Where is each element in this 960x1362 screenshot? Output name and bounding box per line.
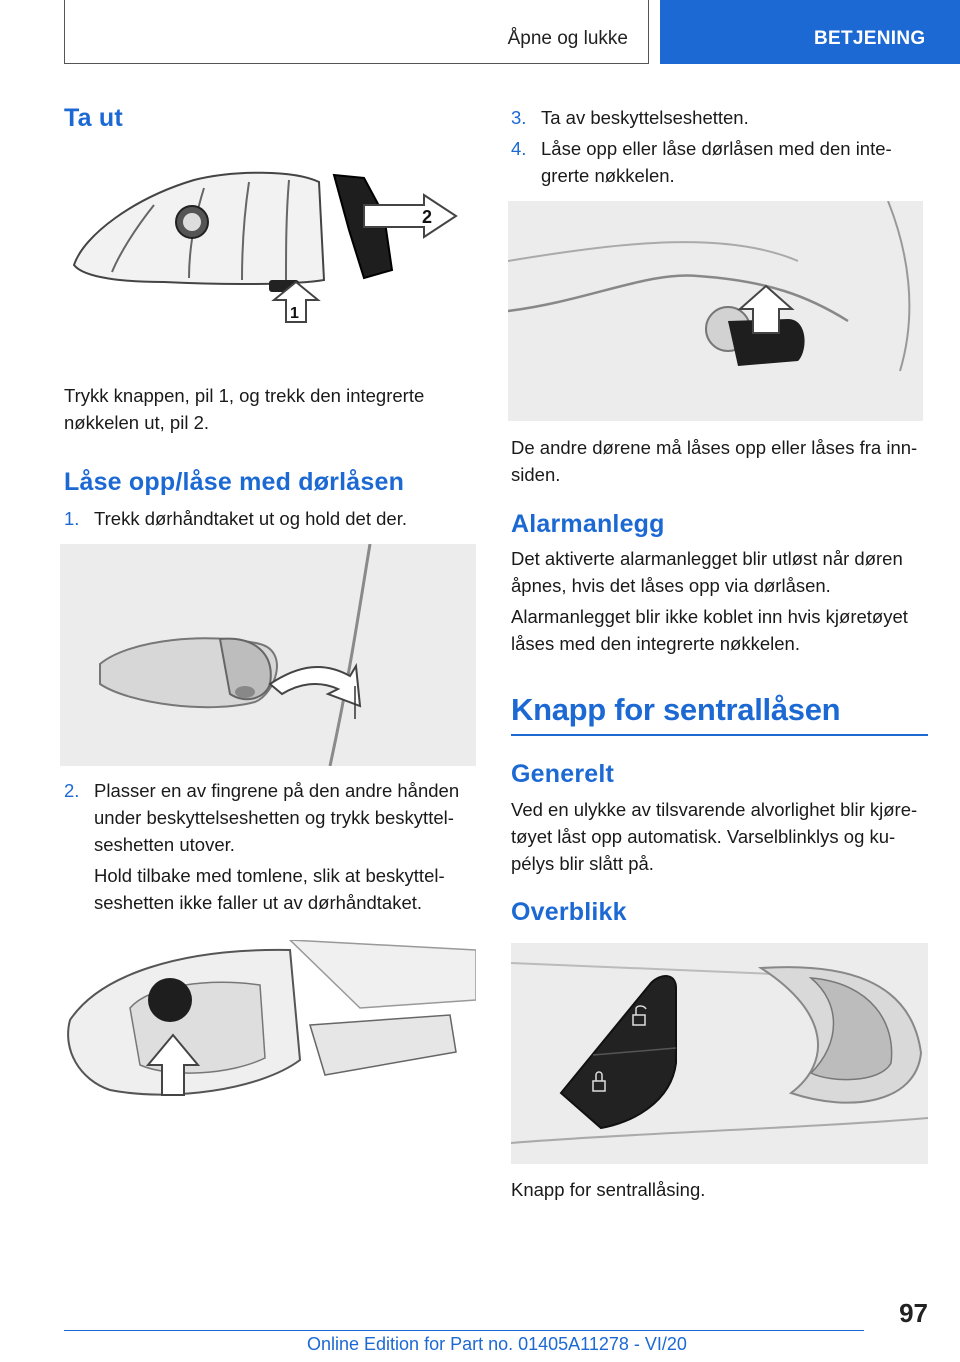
step-3-number: 3.	[511, 107, 527, 128]
arrow-label-2: 2	[422, 207, 433, 227]
chapter-title: BETJENING	[814, 28, 926, 49]
figure-door-handle-pull	[60, 544, 476, 766]
cap-illustration	[60, 940, 476, 1100]
door-lock-illustration	[508, 201, 923, 421]
title-underline	[511, 734, 928, 736]
footer-edition-text: Online Edition for Part no. 01405A11278 - VI/20	[307, 1334, 687, 1354]
heading-lase: Låse opp/låse med dørlåsen	[64, 468, 405, 496]
step-2-number: 2.	[64, 780, 80, 801]
page-number: 97	[899, 1298, 928, 1328]
figure-protective-cap	[60, 940, 476, 1100]
footer-divider	[64, 1330, 864, 1331]
heading-alarmanlegg: Alarmanlegg	[511, 510, 665, 538]
step-1	[64, 505, 476, 535]
key-illustration	[64, 160, 476, 350]
arrow-label-1: 1	[290, 305, 299, 322]
step-1-number: 1.	[64, 508, 80, 529]
alarm-text-2: Alarmanlegget blir ikke koblet inn hvis kjøretøyet låses med den integrerte nøkkelen.	[511, 606, 908, 654]
heading-overblikk: Overblikk	[511, 898, 627, 926]
step-1-text: Trekk dørhåndtaket ut og hold det der.	[94, 508, 407, 529]
step-3-text: Ta av beskyttelseshetten.	[541, 107, 749, 128]
step-4-number: 4.	[511, 138, 527, 159]
central-lock-illustration	[511, 943, 928, 1164]
heading-knapp-sentrallasen: Knapp for sentrallåsen	[511, 692, 841, 727]
heading-ta-ut: Ta ut	[64, 104, 123, 132]
figure-key-removal	[64, 160, 476, 350]
other-doors-text: De andre dørene må låses opp eller låses fra inn‐siden.	[511, 437, 918, 485]
step-2	[64, 777, 476, 859]
figure-caption: Knapp for sentrallåsing.	[511, 1179, 706, 1200]
generelt-text: Ved en ulykke av tilsvarende alvorlighet blir kjøre‐tøyet låst opp automatisk. Varselblinklys og ku‐pélys blir slått på.	[511, 799, 918, 874]
chapter-tab[interactable]	[660, 0, 960, 64]
figure-door-lock-key	[508, 201, 923, 421]
header-section-box	[64, 0, 649, 64]
figure-central-lock-button	[511, 943, 928, 1164]
door-handle-illustration	[60, 544, 476, 766]
section-title: Åpne og lukke	[507, 28, 628, 49]
alarm-text-1: Det aktiverte alarmanlegget blir utløst når døren åpnes, hvis det låses opp via dørlåsen.	[511, 548, 903, 596]
ta-ut-text: Trykk knappen, pil 1, og trekk den integrerte nøkkelen ut, pil 2.	[64, 385, 425, 433]
step-2-extra-text: Hold tilbake med tomlene, slik at beskyttel‐seshetten ikke faller ut av dørhåndtaket.	[94, 865, 445, 913]
step-3	[511, 104, 928, 134]
heading-generelt: Generelt	[511, 760, 615, 788]
step-4-text: Låse opp eller låse dørlåsen med den inte‐grerte nøkkelen.	[541, 138, 892, 186]
step-4	[511, 135, 928, 191]
step-2-text: Plasser en av fingrene på den andre hånden under beskyttelseshetten og trykk beskyttel‐seshetten utover.	[94, 780, 460, 855]
